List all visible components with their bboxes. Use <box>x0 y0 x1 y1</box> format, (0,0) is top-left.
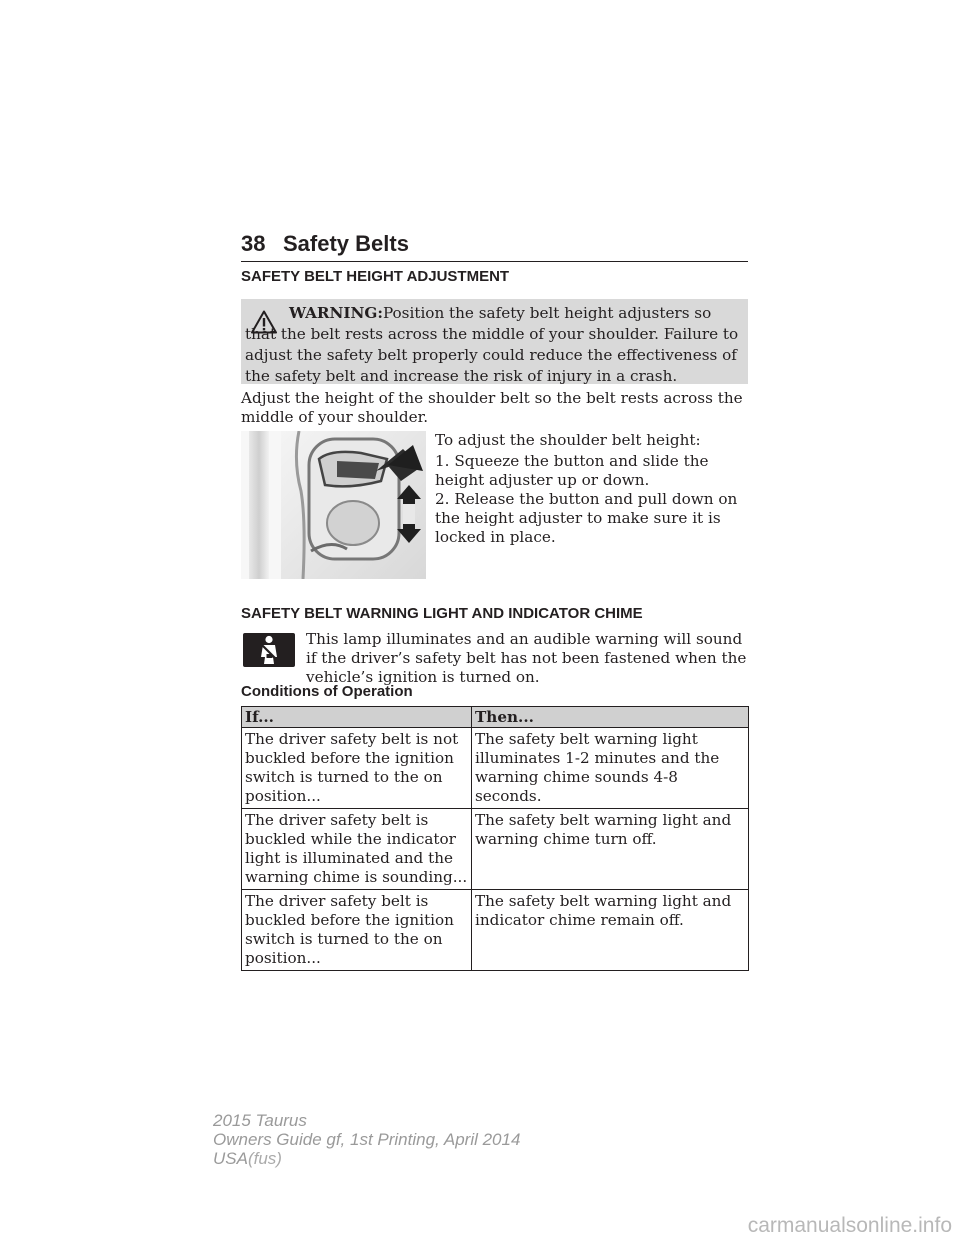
table-cell-result: The safety belt warning light illuminates 1-2 minutes and the warning chime sounds 4-8 seconds. <box>472 728 749 809</box>
table-row <box>242 890 749 971</box>
intro-paragraph: Adjust the height of the shoulder belt so the belt rests across the middle of your shoulder. <box>241 389 743 426</box>
table-header-then: Then... <box>472 707 749 728</box>
warning-light-description: This lamp illuminates and an audible warning will sound if the driver’s safety belt has not been fastened when the vehicle’s ignition is turned on. <box>306 630 747 686</box>
footer-code: (fus) <box>247 1149 282 1168</box>
conditions-subheading: Conditions of Operation <box>241 683 413 700</box>
step-2: 2. Release the button and pull down on the height adjuster to make sure it is locked in place. <box>435 490 738 546</box>
conditions-table <box>241 706 749 971</box>
seatbelt-warning-icon <box>243 633 295 667</box>
site-watermark: carmanualsonline.info <box>747 1214 952 1237</box>
steps-intro: To adjust the shoulder belt height: <box>435 431 701 449</box>
table-row <box>242 809 749 890</box>
footer-region <box>213 1149 520 1168</box>
table-cell-result: The safety belt warning light and indicator chime remain off. <box>472 890 749 971</box>
warning-label: WARNING: <box>289 304 383 322</box>
page-header <box>241 229 748 262</box>
footer-model: 2015 Taurus <box>213 1111 307 1130</box>
section-heading-warning-light: SAFETY BELT WARNING LIGHT AND INDICATOR CHIME <box>241 605 643 622</box>
page-number: 38 <box>241 231 266 256</box>
table-row <box>242 728 749 809</box>
table-header-if: If... <box>242 707 472 728</box>
warning-box <box>241 299 748 384</box>
height-adjuster-illustration <box>241 431 426 579</box>
warning-text-block <box>245 303 744 387</box>
table-cell-condition: The driver safety belt is buckled before the ignition switch is turned to the on position... <box>242 890 472 971</box>
table-cell-condition: The driver safety belt is buckled while the indicator light is illuminated and the warning chime is sounding... <box>242 809 472 890</box>
section-heading-height-adjustment: SAFETY BELT HEIGHT ADJUSTMENT <box>241 268 510 285</box>
chapter-title: Safety Belts <box>283 231 409 256</box>
warning-text: Position the safety belt height adjusters so that the belt rests across the middle of your shoulder. Failure to adjust the safety belt properly could reduce the effectiveness of the safety belt and increase the risk of injury in a crash. <box>245 304 739 385</box>
step-1: 1. Squeeze the button and slide the height adjuster up or down. <box>435 452 709 489</box>
table-header-row <box>242 707 749 728</box>
footer-edition: Owners Guide gf, 1st Printing, April 2014 <box>213 1130 521 1149</box>
print-footer <box>213 1111 520 1168</box>
footer-country: USA <box>213 1149 248 1168</box>
table-cell-condition: The driver safety belt is not buckled before the ignition switch is turned to the on position... <box>242 728 472 809</box>
table-cell-result: The safety belt warning light and warning chime turn off. <box>472 809 749 890</box>
